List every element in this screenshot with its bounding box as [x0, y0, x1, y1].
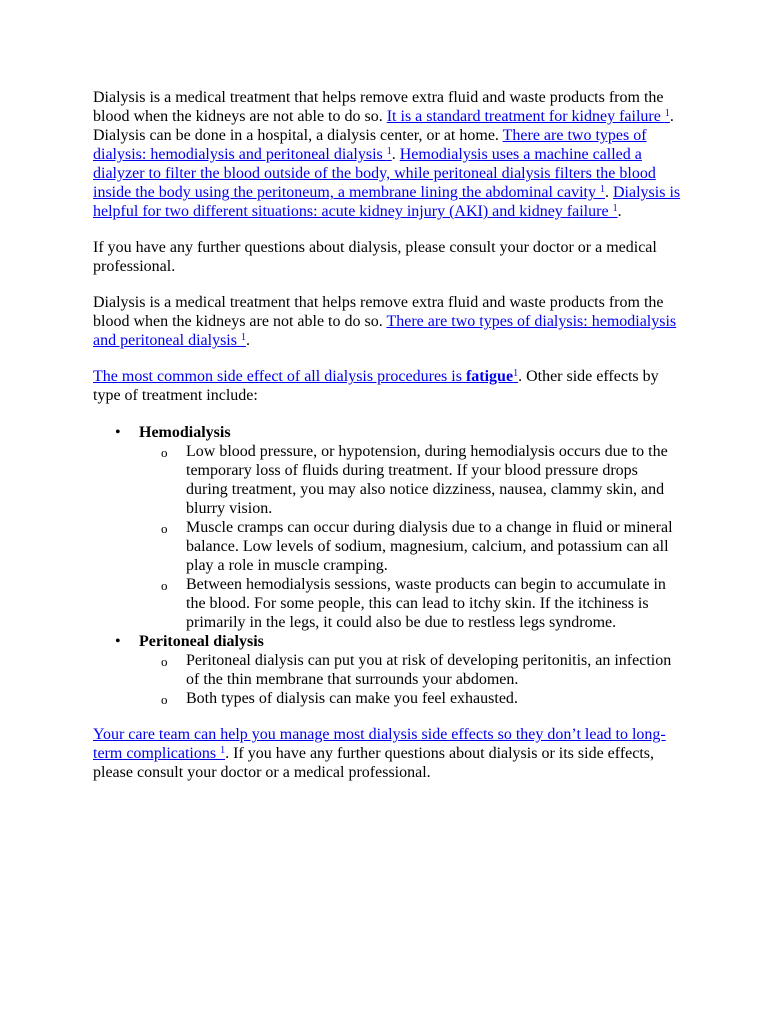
list-item: o Both types of dialysis can make you feel exhausted. [161, 690, 518, 707]
sub-list [139, 651, 681, 708]
citation[interactable]: 1 [664, 108, 670, 119]
text: . If you have any further questions about dialysis or its side effects, please consult your doctor or a medical professional. [93, 745, 655, 781]
citation[interactable]: 1 [600, 184, 605, 195]
list-heading: Hemodialysis [139, 424, 231, 441]
sub-bullet: o [161, 521, 168, 536]
list-item-hemodialysis [115, 423, 681, 632]
citation[interactable]: 1 [513, 368, 519, 379]
bullet: • [115, 633, 121, 650]
text: Dialysis is a medical treatment that helps remove extra fluid and waste products from the blood when the kidneys are not able to do so. [93, 89, 664, 125]
paragraph-side-effects [93, 367, 681, 405]
paragraph-intro-repeat [93, 293, 681, 350]
citation[interactable]: 1 [386, 146, 392, 157]
text: Dialysis is a medical treatment that helps remove extra fluid and waste products from the blood when the kidneys are not able to do so. [93, 294, 664, 330]
link-two-situations[interactable]: Dialysis is helpful for two different situations: acute kidney injury (AKI) and kidney failure $^1$ [93, 184, 681, 220]
list-item: o Low blood pressure, or hypotension, during hemodialysis occurs due to the temporary loss of fluids during treatment. If your blood pressure drops during treatment, you may also notice dizziness, nausea, clammy skin, and blurry vision. [161, 443, 668, 517]
link-hemodialysis-definition[interactable]: Hemodialysis uses a machine called a dialyzer to filter the blood outside of the body, while peritoneal dialysis filters the blood inside the body using the peritoneum, a membrane lining the abdominal cavity $^1$ [93, 146, 656, 201]
link-two-types[interactable]: There are two types of dialysis: hemodialysis and peritoneal dialysis $^1$ [93, 127, 647, 163]
link-care-team[interactable]: Your care team can help you manage most dialysis side effects so they don’t lead to long-term complications $^1$ [93, 726, 666, 762]
link-standard-treatment[interactable]: It is a standard treatment for kidney failure $^1$ [386, 108, 670, 125]
list-item: o Muscle cramps can occur during dialysis due to a change in fluid or mineral balance. Low levels of sodium, magnesium, calcium, and potassium can all play a role in muscle cramping. [161, 519, 673, 574]
paragraph-consult: If you have any further questions about dialysis, please consult your doctor or a medical professional. [93, 239, 657, 275]
citation[interactable]: 1 [220, 745, 226, 756]
citation[interactable]: 1 [240, 332, 246, 343]
sub-bullet: o [161, 578, 168, 593]
sub-bullet: o [161, 445, 168, 460]
text: . Dialysis can be done in a hospital, a dialysis center, or at home. [93, 108, 674, 144]
list-item: o Peritoneal dialysis can put you at risk of developing peritonitis, an infection of the thin membrane that surrounds your abdomen. [161, 652, 672, 688]
document-body [93, 88, 681, 799]
sub-bullet: o [161, 692, 168, 707]
text: . [605, 184, 613, 201]
side-effects-list [93, 423, 681, 708]
link-two-types-repeat[interactable]: There are two types of dialysis: hemodialysis and peritoneal dialysis $^1$ [93, 313, 677, 349]
sub-bullet: o [161, 654, 168, 669]
list-item: o Between hemodialysis sessions, waste products can begin to accumulate in the blood. For some people, this can lead to itchy skin. If the itchiness is primarily in the legs, it could also be due to restless legs syndrome. [161, 576, 666, 631]
sub-list [139, 442, 681, 632]
paragraph-care-team [93, 725, 681, 782]
paragraph-intro [93, 88, 681, 221]
link-common-side-effect[interactable]: The most common side effect of all dialysis procedures is fatigue$^1$ [93, 368, 519, 385]
text: . [391, 146, 400, 163]
text: . Other side effects by type of treatment include: [93, 368, 659, 404]
list-heading: Peritoneal dialysis [139, 633, 264, 650]
citation[interactable]: 1 [612, 203, 618, 214]
bullet: • [115, 424, 121, 441]
text: . [617, 203, 622, 220]
text: . [245, 332, 250, 349]
list-item-peritoneal [115, 632, 681, 708]
